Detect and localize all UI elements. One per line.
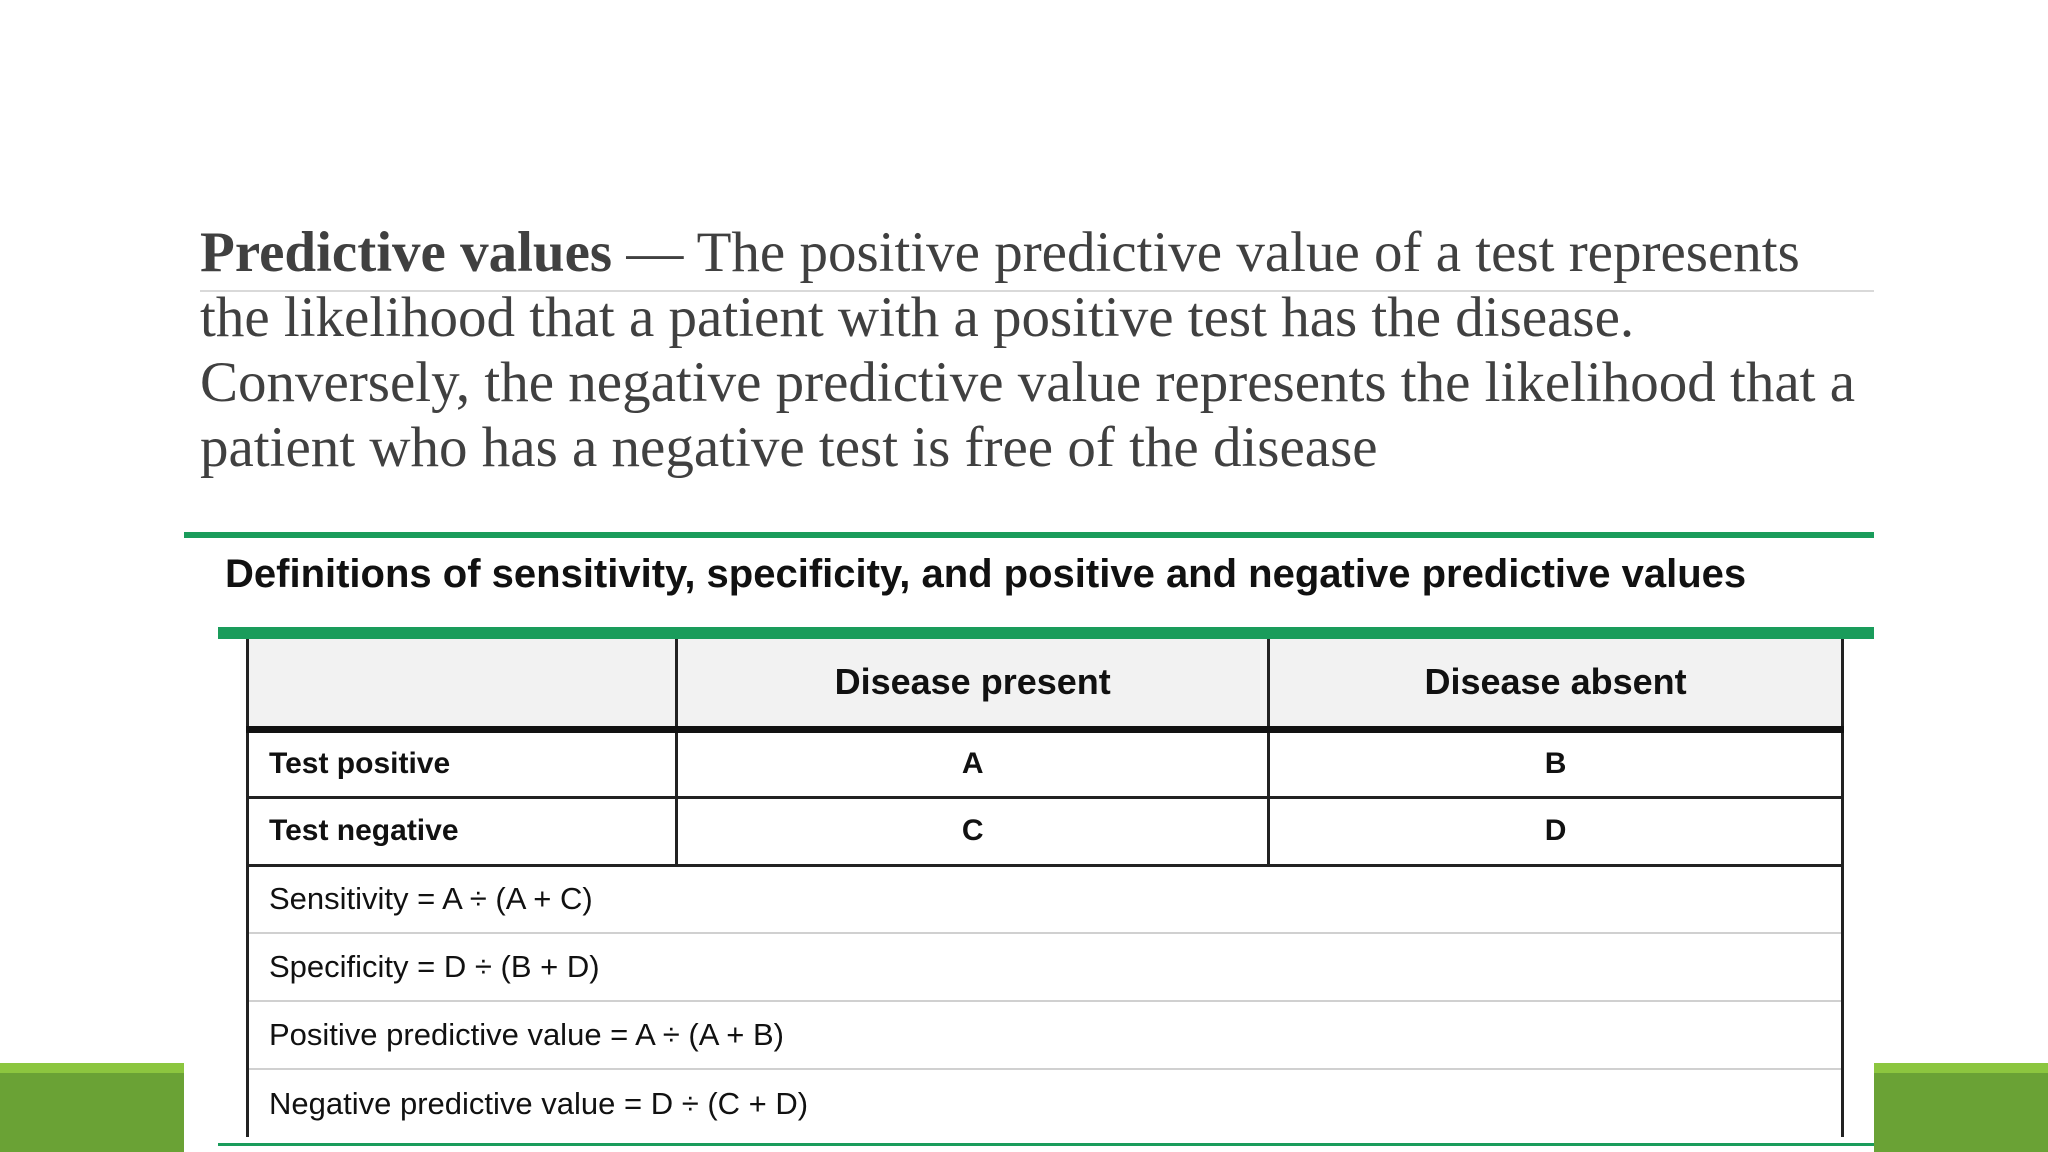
definition-sensitivity-row bbox=[248, 865, 1843, 933]
definition-specificity-row bbox=[248, 933, 1843, 1001]
definition-positive-predictive-value: Positive predictive value = A ÷ (A + B) bbox=[248, 1001, 1843, 1069]
table-row-test-negative bbox=[248, 797, 1843, 865]
predictive-values-description: — The positive predictive value of a test represents the likelihood that a patient with a positive test has the disease. Conversely, the negative predictive value represents the likelihood that a patient who has a negative test is free of the disease bbox=[200, 221, 1856, 479]
definition-negative-predictive-value: Negative predictive value = D ÷ (C + D) bbox=[248, 1069, 1843, 1137]
row-label-test-positive: Test positive bbox=[248, 729, 677, 797]
definition-specificity: Specificity = D ÷ (B + D) bbox=[248, 933, 1843, 1001]
definition-npv-row bbox=[248, 1069, 1843, 1137]
header-disease-absent: Disease absent bbox=[1269, 639, 1843, 729]
definitions-figure bbox=[184, 532, 1874, 1152]
definitions-table bbox=[246, 639, 1844, 1137]
definition-ppv-row bbox=[248, 1001, 1843, 1069]
figure-title: Definitions of sensitivity, specificity, and positive and negative predictive values bbox=[225, 552, 1747, 596]
cell-d: D bbox=[1269, 797, 1843, 865]
header-disease-present: Disease present bbox=[677, 639, 1269, 729]
figure-title-bar bbox=[218, 627, 1874, 639]
slide-body-text bbox=[200, 220, 1880, 480]
cell-a: A bbox=[677, 729, 1269, 797]
figure-bottom-line bbox=[218, 1143, 1874, 1146]
cell-b: B bbox=[1269, 729, 1843, 797]
row-label-test-negative: Test negative bbox=[248, 797, 677, 865]
predictive-values-heading: Predictive values bbox=[200, 221, 613, 284]
definition-sensitivity: Sensitivity = A ÷ (A + C) bbox=[248, 865, 1843, 933]
cell-c: C bbox=[677, 797, 1269, 865]
header-empty-cell bbox=[248, 639, 677, 729]
table-header-row bbox=[248, 639, 1843, 729]
table-row-test-positive bbox=[248, 729, 1843, 797]
